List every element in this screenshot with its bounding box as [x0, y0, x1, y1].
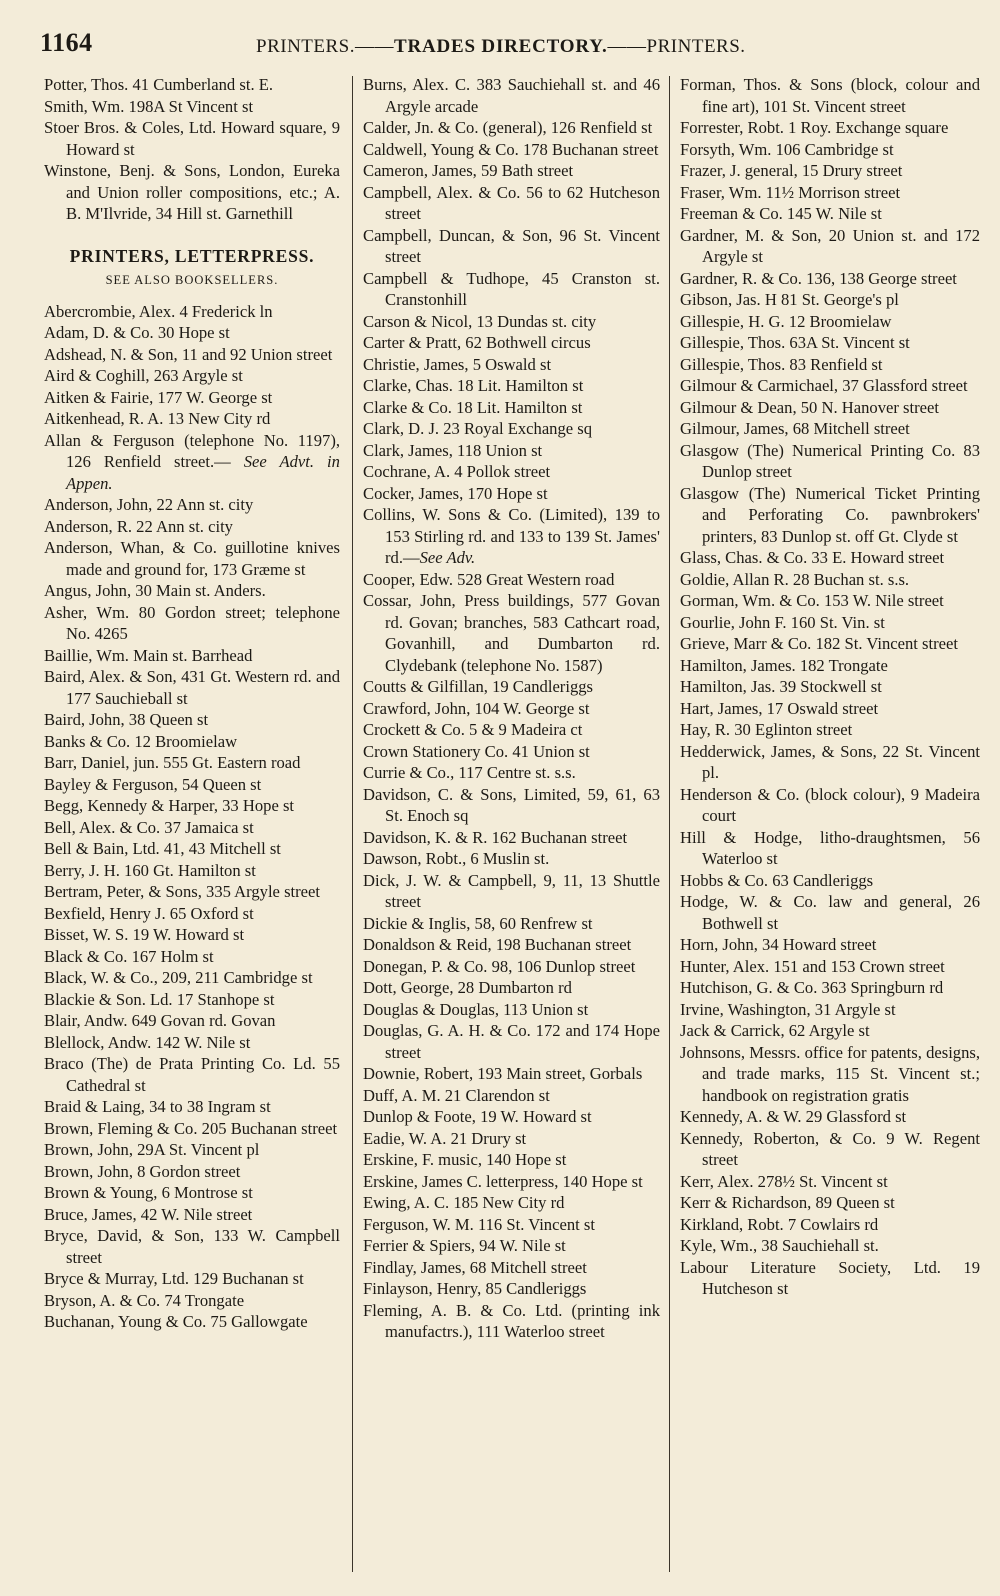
directory-entry: Erskine, James C. letterpress, 140 Hope st	[363, 1171, 643, 1191]
directory-entry: Douglas, G. A. H. & Co. 172 and 174 Hope street	[363, 1021, 660, 1062]
section-cross-reference: SEE ALSO BOOKSELLERS.	[105, 272, 279, 287]
directory-entry: Stoer Bros. & Coles, Ltd. Howard square, 9 Howard st	[44, 118, 340, 159]
section-title: PRINTERS, LETTERPRESS.	[69, 245, 315, 266]
directory-entry: Begg, Kennedy & Harper, 33 Hope st	[44, 796, 295, 815]
directory-entry: Hamilton, Jas. 39 Stockwell st	[680, 677, 882, 696]
directory-entry: Cameron, James, 59 Bath street	[363, 161, 574, 180]
directory-entry: Anderson, R. 22 Ann st. city	[44, 516, 233, 536]
directory-entry: Bexfield, Henry J. 65 Oxford st	[44, 903, 254, 923]
running-head-right: ——PRINTERS.	[607, 36, 746, 57]
directory-entry: Gibson, Jas. H 81 St. George's pl	[680, 290, 899, 309]
directory-entry: Bell & Bain, Ltd. 41, 43 Mitchell st	[44, 839, 281, 858]
directory-entry: Eadie, W. A. 21 Drury st	[363, 1128, 527, 1148]
directory-entry: Bisset, W. S. 19 W. Howard st	[44, 925, 245, 944]
directory-entry: Henderson & Co. (block colour), 9 Madeira court	[680, 784, 980, 825]
directory-entry: Hart, James, 17 Oswald street	[680, 698, 879, 718]
directory-entry: Gilmour, James, 68 Mitchell street	[680, 419, 910, 438]
directory-entry: Bruce, James, 42 W. Nile street	[44, 1204, 253, 1224]
directory-entry: Baird, Alex. & Son, 431 Gt. Western rd. and 177 Sauchieball st	[44, 667, 340, 708]
directory-entry: Downie, Robert, 193 Main street, Gorbals	[363, 1064, 643, 1083]
directory-entry: Glass, Chas. & Co. 33 E. Howard street	[680, 548, 945, 567]
directory-entry: Hamilton, James. 182 Trongate	[680, 655, 888, 675]
directory-entry: Labour Literature Society, Ltd. 19 Hutcheson st	[680, 1257, 980, 1298]
directory-entry: Clark, James, 118 Union st	[363, 440, 543, 460]
directory-entry: Brown, John, 8 Gordon street	[44, 1161, 241, 1181]
directory-entry: Donaldson & Reid, 198 Buchanan street	[363, 935, 632, 954]
directory-entry: Crown Stationery Co. 41 Union st	[363, 741, 590, 761]
directory-entry: Cochrane, A. 4 Pollok street	[363, 462, 551, 481]
running-head-center: TRADES DIRECTORY.	[394, 36, 608, 57]
column-1	[44, 74, 340, 1333]
directory-entry: Cocker, James, 170 Hope st	[363, 483, 548, 503]
column-2	[363, 74, 660, 1343]
directory-entry: Anderson, Whan, & Co. guillotine knives made and ground for, 173 Græme st	[44, 538, 340, 579]
directory-entry: Fleming, A. B. & Co. Ltd. (printing ink manufactrs.), 111 Waterloo street	[363, 1300, 660, 1341]
directory-entry: Dunlop & Foote, 19 W. Howard st	[363, 1107, 592, 1126]
directory-entry: Frazer, J. general, 15 Drury street	[680, 161, 903, 180]
directory-entry: Cooper, Edw. 528 Great Western road	[363, 569, 615, 589]
directory-entry: Gilmour & Dean, 50 N. Hanover street	[680, 397, 939, 417]
column-divider	[352, 76, 353, 1572]
directory-entry: Bell, Alex. & Co. 37 Jamaica st	[44, 817, 254, 837]
directory-entry: Glasgow (The) Numerical Printing Co. 83 Dunlop street	[680, 440, 980, 481]
directory-entry: Smith, Wm. 198A St Vincent st	[44, 96, 254, 116]
directory-entry: Goldie, Allan R. 28 Buchan st. s.s.	[680, 569, 910, 589]
directory-entry: Asher, Wm. 80 Gordon street; telephone No. 4265	[44, 602, 340, 643]
directory-entry: Campbell & Tudhope, 45 Cranston st. Cranstonhill	[363, 268, 660, 309]
directory-entry: Gorman, Wm. & Co. 153 W. Nile street	[680, 591, 944, 610]
running-head	[256, 36, 746, 58]
directory-entry: Buchanan, Young & Co. 75 Gallowgate	[44, 1312, 308, 1331]
directory-entry: Dott, George, 28 Dumbarton rd	[363, 978, 572, 997]
directory-entry: Kyle, Wm., 38 Sauchiehall st.	[680, 1236, 879, 1255]
directory-entry: Hay, R. 30 Eglinton street	[680, 720, 853, 739]
directory-entry: Cossar, John, Press buildings, 577 Govan rd. Govan; branches, 583 Cathcart road, Govanhill, and Dumbarton rd. Clydebank (telephone No. 1587)	[363, 591, 660, 675]
directory-entry: Angus, John, 30 Main st. Anders.	[44, 581, 266, 600]
directory-entry: Brown, Fleming & Co. 205 Buchanan street	[44, 1118, 338, 1138]
directory-entry: Burns, Alex. C. 383 Sauchiehall st. and 46 Argyle arcade	[363, 75, 660, 116]
directory-entry: Brown, John, 29A St. Vincent pl	[44, 1140, 260, 1159]
column-divider	[669, 76, 670, 1572]
see-advertisement-note: See Advt. in Appen.	[66, 452, 340, 493]
directory-entry: Bayley & Ferguson, 54 Queen st	[44, 774, 262, 794]
directory-entry: Grieve, Marr & Co. 182 St. Vincent street	[680, 634, 958, 653]
directory-entry: Black & Co. 167 Holm st	[44, 946, 214, 966]
directory-entry: Finlayson, Henry, 85 Candleriggs	[363, 1279, 587, 1298]
directory-entry: Carter & Pratt, 62 Bothwell circus	[363, 333, 591, 352]
directory-entry: Dickie & Inglis, 58, 60 Renfrew st	[363, 913, 593, 933]
directory-entry: Jack & Carrick, 62 Argyle st	[680, 1021, 870, 1040]
directory-entry: Johnsons, Messrs. office for patents, designs, and trade marks, 115 St. Vincent st.; handbook on registration gratis	[680, 1042, 980, 1105]
see-advertisement-note: See Adv.	[419, 548, 476, 567]
directory-entry: Campbell, Duncan, & Son, 96 St. Vincent street	[363, 225, 660, 266]
directory-entry: Braid & Laing, 34 to 38 Ingram st	[44, 1097, 271, 1116]
directory-entry: Banks & Co. 12 Broomielaw	[44, 731, 238, 751]
directory-entry: Blellock, Andw. 142 W. Nile st	[44, 1032, 251, 1052]
directory-entry: Gardner, R. & Co. 136, 138 George street	[680, 268, 957, 288]
directory-entry: Gillespie, Thos. 83 Renfield st	[680, 354, 883, 374]
directory-entry: Bertram, Peter, & Sons, 335 Argyle street	[44, 882, 321, 901]
directory-entry	[44, 430, 340, 495]
directory-entry: Forrester, Robt. 1 Roy. Exchange square	[680, 118, 949, 137]
directory-entry: Forsyth, Wm. 106 Cambridge st	[680, 139, 894, 159]
directory-entry: Clarke, Chas. 18 Lit. Hamilton st	[363, 376, 584, 395]
directory-entry: Ferguson, W. M. 116 St. Vincent st	[363, 1214, 595, 1234]
directory-entry	[363, 504, 660, 569]
directory-entry: Bryce & Murray, Ltd. 129 Buchanan st	[44, 1269, 304, 1288]
directory-entry: Hutchison, G. & Co. 363 Springburn rd	[680, 978, 944, 997]
directory-entry: Coutts & Gilfillan, 19 Candleriggs	[363, 677, 593, 696]
entry-text: Collins, W. Sons & Co. (Limited), 139 to 153 Stirling rd. and 133 to 139 St. James' rd.—	[363, 505, 660, 567]
directory-entry: Hobbs & Co. 63 Candleriggs	[680, 870, 874, 890]
directory-entry: Hedderwick, James, & Sons, 22 St. Vincent pl.	[680, 741, 980, 782]
directory-entry: Braco (The) de Prata Printing Co. Ld. 55 Cathedral st	[44, 1054, 340, 1095]
directory-entry: Irvine, Washington, 31 Argyle st	[680, 999, 896, 1019]
directory-entry: Baird, John, 38 Queen st	[44, 710, 209, 729]
directory-entry: Kennedy, Roberton, & Co. 9 W. Regent street	[680, 1128, 980, 1169]
directory-entry: Clarke & Co. 18 Lit. Hamilton st	[363, 397, 583, 417]
entry-text: Allan & Ferguson (telephone No. 1197), 126 Renfield street.—	[44, 430, 340, 471]
directory-entry: Barr, Daniel, jun. 555 Gt. Eastern road	[44, 753, 301, 772]
directory-entry: Gourlie, John F. 160 St. Vin. st	[680, 612, 885, 632]
directory-entry: Anderson, John, 22 Ann st. city	[44, 495, 254, 514]
directory-entry: Gardner, M. & Son, 20 Union st. and 172 Argyle st	[680, 225, 980, 266]
directory-entry: Dick, J. W. & Campbell, 9, 11, 13 Shuttle street	[363, 870, 660, 911]
directory-entry: Freeman & Co. 145 W. Nile st	[680, 204, 882, 223]
directory-entry: Blair, Andw. 649 Govan rd. Govan	[44, 1011, 276, 1030]
column-3	[680, 74, 980, 1300]
directory-entry: Kerr, Alex. 278½ St. Vincent st	[680, 1171, 888, 1191]
directory-entry: Carson & Nicol, 13 Dundas st. city	[363, 311, 597, 331]
directory-entry: Hodge, W. & Co. law and general, 26 Bothwell st	[680, 892, 980, 933]
directory-entry: Crockett & Co. 5 & 9 Madeira ct	[363, 720, 583, 739]
page-number: 1164	[40, 28, 93, 57]
directory-entry: Gilmour & Carmichael, 37 Glassford street	[680, 376, 968, 395]
directory-entry: Davidson, C. & Sons, Limited, 59, 61, 63 St. Enoch sq	[363, 784, 660, 825]
directory-entry: Fraser, Wm. 11½ Morrison street	[680, 182, 901, 202]
directory-entry: Clark, D. J. 23 Royal Exchange sq	[363, 419, 593, 438]
directory-entry: Gillespie, H. G. 12 Broomielaw	[680, 311, 892, 331]
directory-entry: Kerr & Richardson, 89 Queen st	[680, 1193, 895, 1212]
directory-entry: Duff, A. M. 21 Clarendon st	[363, 1085, 550, 1105]
running-head-left: PRINTERS.——	[256, 36, 394, 57]
directory-entry: Campbell, Alex. & Co. 56 to 62 Hutcheson street	[363, 182, 660, 223]
page-header	[40, 28, 986, 60]
directory-entry: Caldwell, Young & Co. 178 Buchanan street	[363, 139, 659, 159]
directory-entry: Findlay, James, 68 Mitchell street	[363, 1257, 587, 1277]
directory-entry: Berry, J. H. 160 Gt. Hamilton st	[44, 860, 256, 880]
directory-entry: Abercrombie, Alex. 4 Frederick ln	[44, 301, 273, 321]
directory-entry: Crawford, John, 104 W. George st	[363, 698, 590, 718]
directory-entry: Bryson, A. & Co. 74 Trongate	[44, 1290, 245, 1310]
directory-entry: Douglas & Douglas, 113 Union st	[363, 999, 589, 1019]
directory-entry: Bryce, David, & Son, 133 W. Campbell street	[44, 1226, 340, 1267]
directory-entry: Calder, Jn. & Co. (general), 126 Renfield st	[363, 118, 653, 137]
directory-entry: Aitkenhead, R. A. 13 New City rd	[44, 409, 271, 428]
directory-entry: Winstone, Benj. & Sons, London, Eureka and Union roller compositions, etc.; A. B. M'Ilvride, 34 Hill st. Garnethill	[44, 161, 340, 223]
directory-entry: Kirkland, Robt. 7 Cowlairs rd	[680, 1214, 879, 1234]
directory-entry: Hill & Hodge, litho-draughtsmen, 56 Waterloo st	[680, 827, 980, 868]
directory-entry: Donegan, P. & Co. 98, 106 Dunlop street	[363, 956, 636, 976]
directory-entry: Black, W. & Co., 209, 211 Cambridge st	[44, 968, 313, 987]
directory-entry: Blackie & Son. Ld. 17 Stanhope st	[44, 989, 275, 1009]
directory-entry: Gillespie, Thos. 63A St. Vincent st	[680, 333, 910, 352]
directory-entry: Christie, James, 5 Oswald st	[363, 354, 552, 374]
directory-entry: Horn, John, 34 Howard street	[680, 935, 877, 954]
directory-entry: Davidson, K. & R. 162 Buchanan street	[363, 827, 628, 847]
directory-entry: Aird & Coghill, 263 Argyle st	[44, 366, 243, 385]
directory-entry: Aitken & Fairie, 177 W. George st	[44, 387, 273, 407]
directory-entry: Adshead, N. & Son, 11 and 92 Union street	[44, 344, 333, 364]
directory-entry: Hunter, Alex. 151 and 153 Crown street	[680, 956, 945, 976]
directory-entry: Brown & Young, 6 Montrose st	[44, 1183, 253, 1202]
directory-entry: Baillie, Wm. Main st. Barrhead	[44, 645, 253, 665]
directory-entry: Potter, Thos. 41 Cumberland st. E.	[44, 75, 274, 94]
directory-entry: Ewing, A. C. 185 New City rd	[363, 1193, 565, 1212]
directory-entry: Adam, D. & Co. 30 Hope st	[44, 323, 230, 342]
directory-entry: Glasgow (The) Numerical Ticket Printing and Perforating Co. pawnbrokers' printers, 83 Dunlop st. off Gt. Clyde st	[680, 483, 980, 546]
directory-entry: Erskine, F. music, 140 Hope st	[363, 1150, 567, 1169]
directory-entry: Kennedy, A. & W. 29 Glassford st	[680, 1107, 907, 1126]
directory-entry: Forman, Thos. & Sons (block, colour and fine art), 101 St. Vincent street	[680, 75, 980, 116]
directory-entry: Ferrier & Spiers, 94 W. Nile st	[363, 1236, 566, 1255]
directory-entry: Currie & Co., 117 Centre st. s.s.	[363, 763, 576, 782]
directory-entry: Dawson, Robt., 6 Muslin st.	[363, 849, 550, 868]
